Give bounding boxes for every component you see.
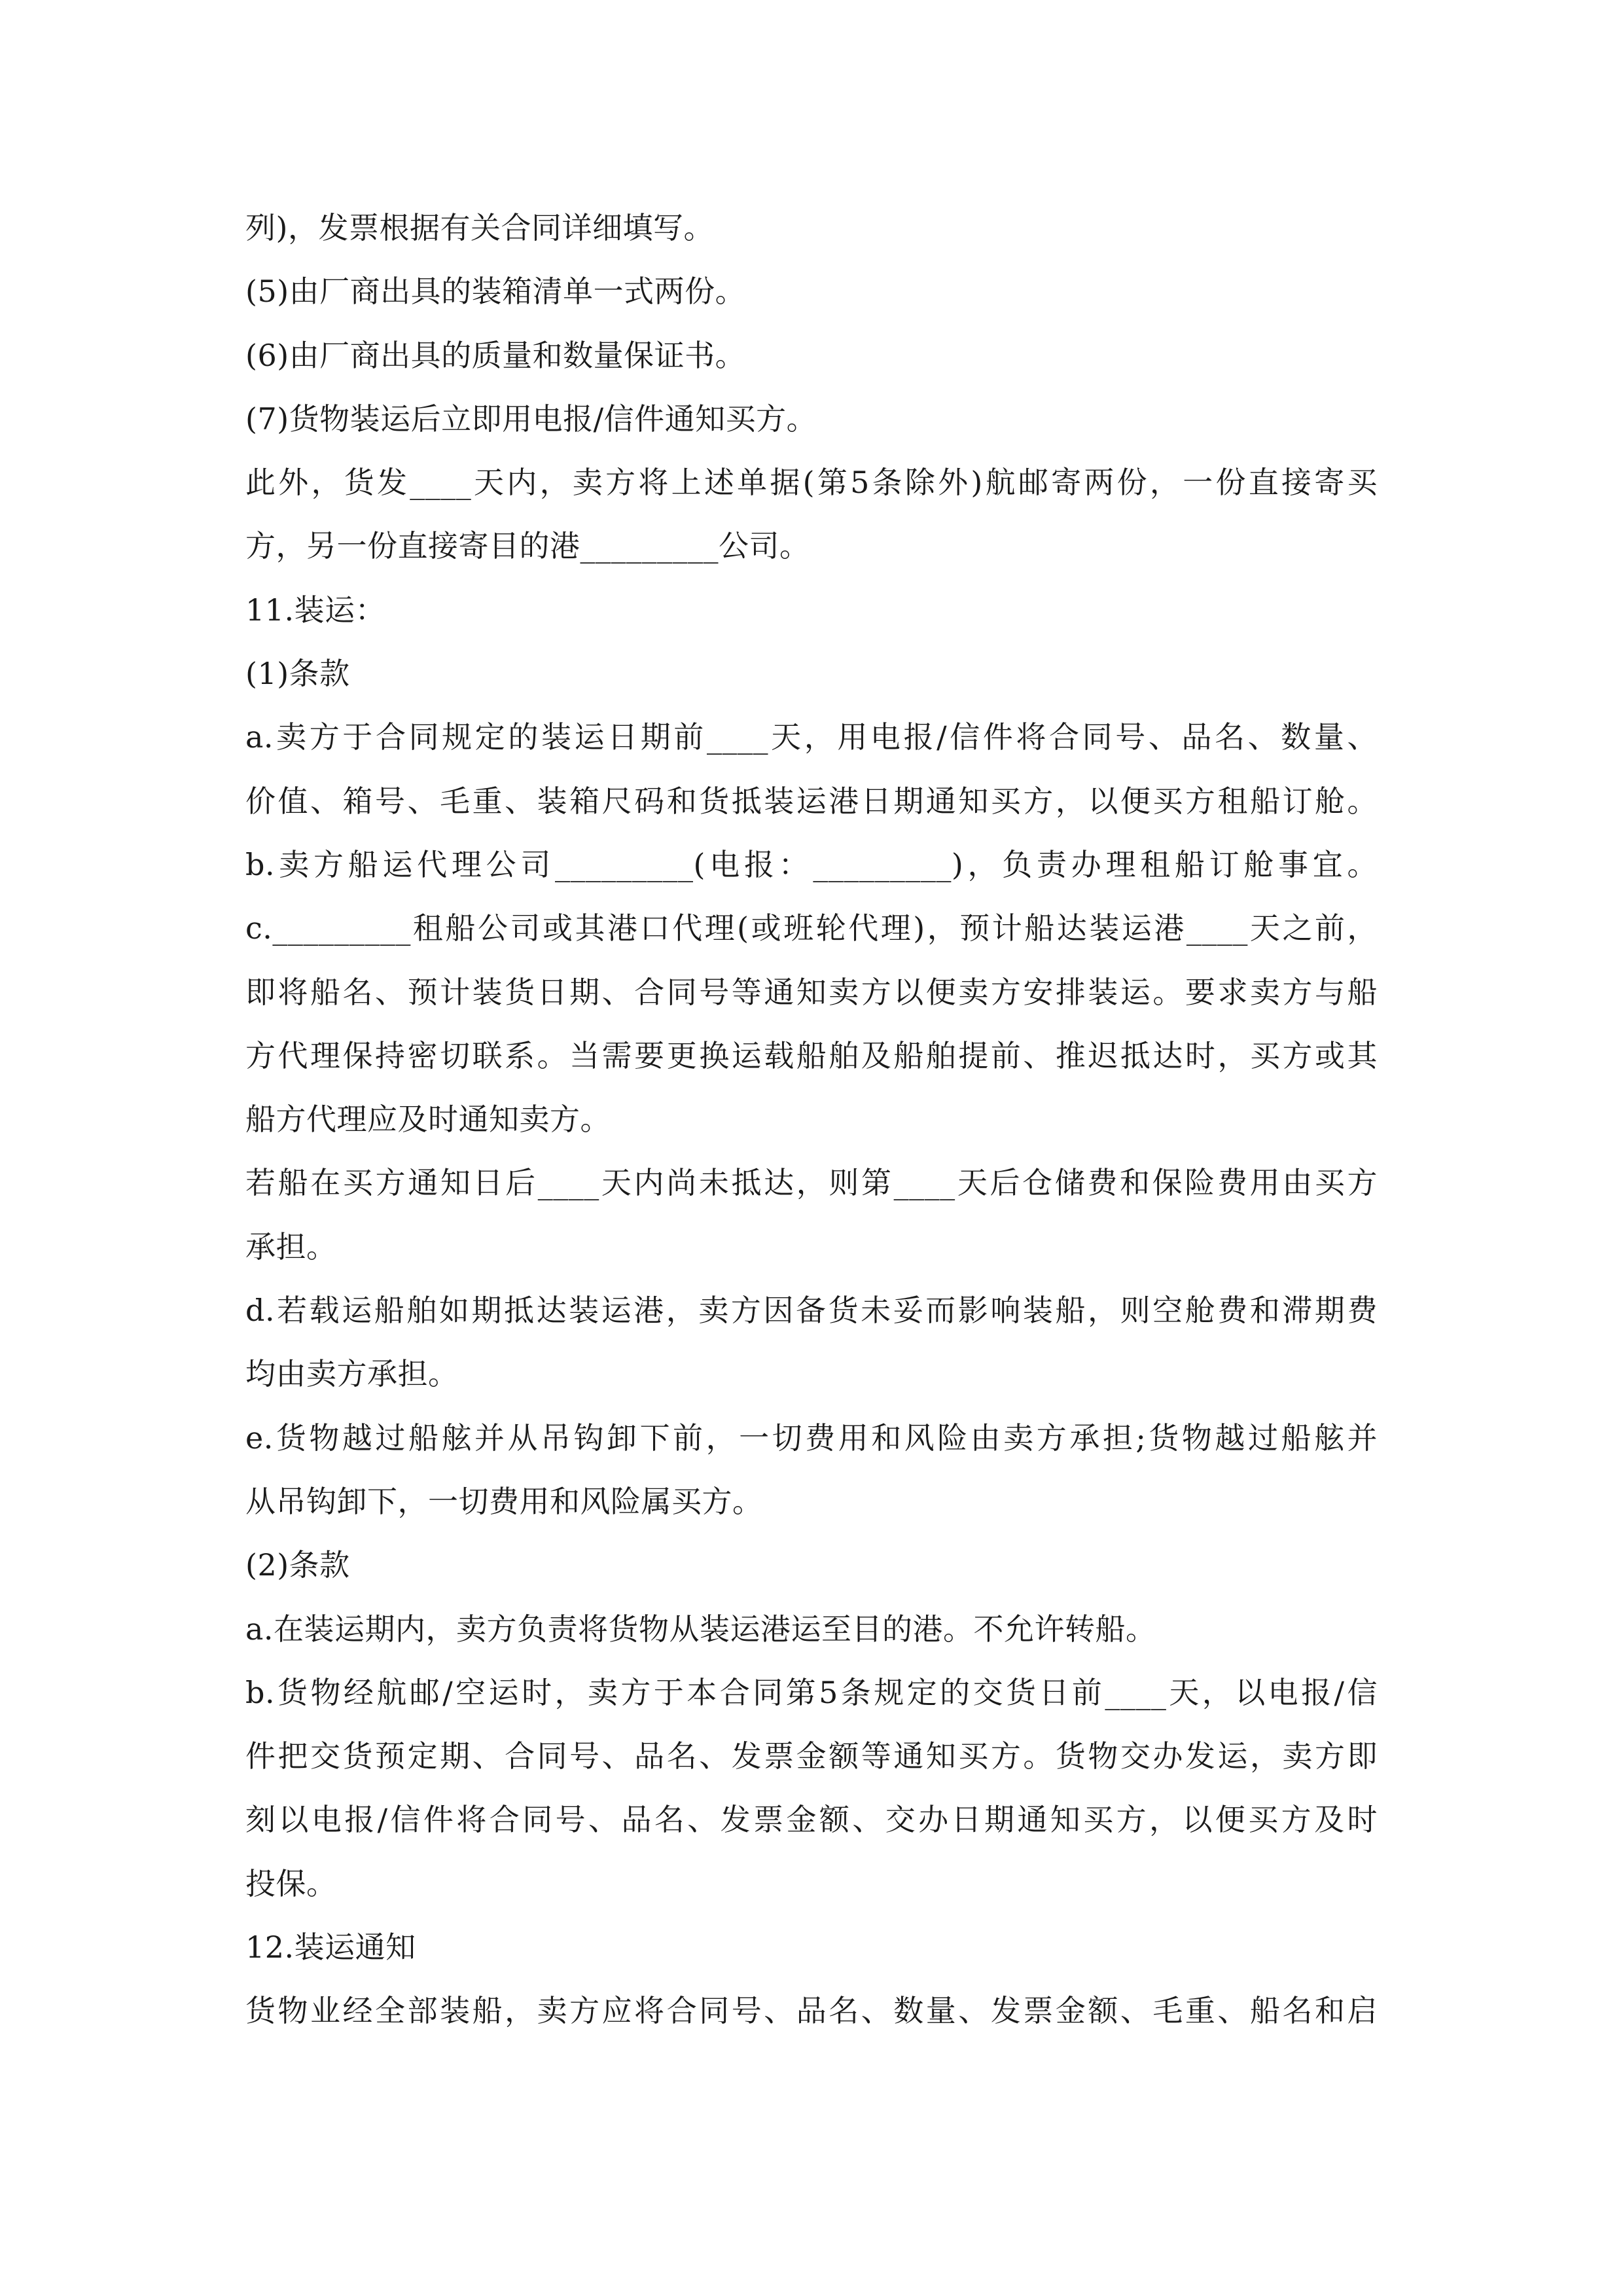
text-line: a.卖方于合同规定的装运日期前____天，用电报/信件将合同号、品名、数量、 [245,719,1378,755]
text-line: 此外，货发____天内，卖方将上述单据(第5条除外)航邮寄两份，一份直接寄买 [245,465,1378,501]
text-line: e.货物越过船舷并从吊钩卸下前，一切费用和风险由卖方承担;货物越过船舷并 [245,1420,1378,1456]
text-line: b.卖方船运代理公司_________(电报：_________)，负责办理租船订舱事宜。 [245,846,1378,882]
text-line: (6)由厂商出具的质量和数量保证书。 [245,337,746,373]
text-line: 货物业经全部装船，卖方应将合同号、品名、数量、发票金额、毛重、船名和启 [245,1993,1378,2029]
text-line: b.货物经航邮/空运时，卖方于本合同第5条规定的交货日前____天，以电报/信 [245,1674,1378,1710]
text-line: (7)货物装运后立即用电报/信件通知买方。 [245,401,817,437]
subsection-heading: (1)条款 [245,656,350,692]
text-line: 船方代理应及时通知卖方。 [245,1102,611,1138]
text-line: 刻以电报/信件将合同号、品名、发票金额、交办日期通知买方，以便买方及时 [245,1802,1378,1838]
section-heading: 11.装运： [245,592,386,628]
text-line: 均由卖方承担。 [245,1356,459,1392]
text-line: 承担。 [245,1229,337,1265]
section-heading: 12.装运通知 [245,1929,416,1965]
text-line: (5)由厂商出具的装箱清单一式两份。 [245,274,746,310]
text-line: 从吊钩卸下，一切费用和风险属买方。 [245,1483,763,1519]
text-line: 投保。 [245,1865,337,1901]
text-line: a.在装运期内，卖方负责将货物从装运港运至目的港。不允许转船。 [245,1611,1156,1647]
text-line: 列)，发票根据有关合同详细填写。 [245,210,714,245]
text-line: 价值、箱号、毛重、装箱尺码和货抵装运港日期通知买方，以便买方租船订舱。 [245,783,1378,819]
text-line: 件把交货预定期、合同号、品名、发票金额等通知买方。货物交办发运，卖方即 [245,1738,1378,1774]
document-body [245,196,1378,2043]
subsection-heading: (2)条款 [245,1547,350,1583]
text-line: d.若载运船舶如期抵达装运港，卖方因备货未妥而影响装船，则空舱费和滞期费 [245,1293,1378,1329]
text-line: 方，另一份直接寄目的港_________公司。 [245,528,810,564]
text-line: 若船在买方通知日后____天内尚未抵达，则第____天后仓储费和保险费用由买方 [245,1165,1378,1201]
text-line: 即将船名、预计装货日期、合同号等通知卖方以便卖方安排装运。要求卖方与船 [245,974,1378,1010]
text-line: c._________租船公司或其港口代理(或班轮代理)，预计船达装运港____天之前， [245,910,1378,946]
text-line: 方代理保持密切联系。当需要更换运载船舶及船舶提前、推迟抵达时，买方或其 [245,1037,1378,1073]
